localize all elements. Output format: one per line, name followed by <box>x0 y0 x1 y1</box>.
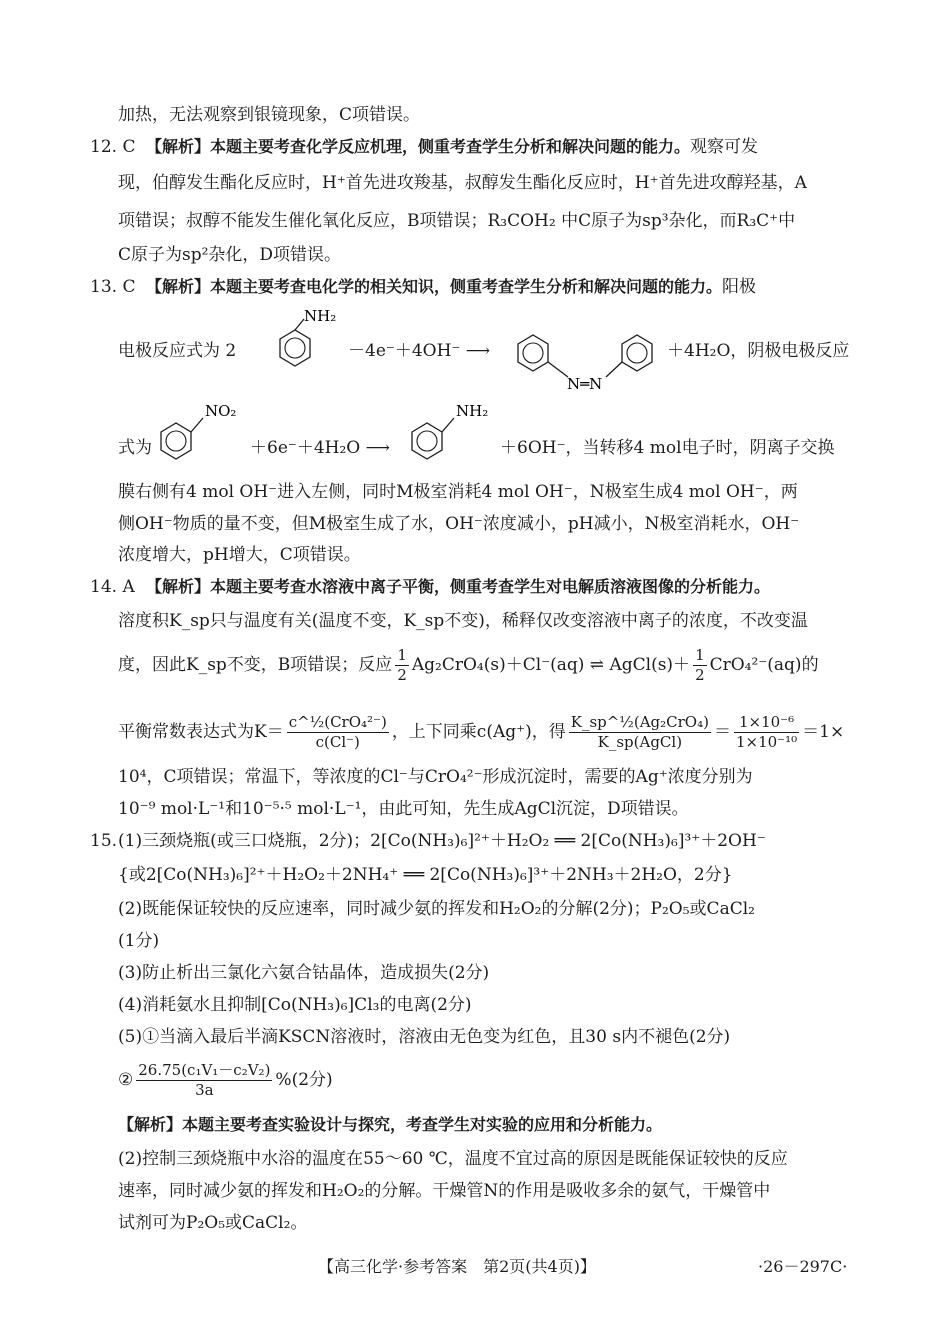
nitrobenzene-no2-label: NO₂ <box>205 402 237 420</box>
q12-line3-a: 项错误；叔醇不能发生催化氧化反应，B项错误；R₃COH₂ <box>118 211 556 231</box>
q14-line2 <box>118 645 819 685</box>
aniline-structure-2 <box>406 398 498 470</box>
azo-label: N═N <box>567 375 603 393</box>
half-num-2: 1 <box>695 646 705 664</box>
q15-answer-3: (3)防止析出三氯化六氨合钴晶体，造成损失(2分) <box>118 963 490 983</box>
q12-line1 <box>146 136 758 158</box>
q13-eq2-suffix: ＋6OH⁻，当转移4 mol电子时，阴离子交换 <box>500 438 835 458</box>
k-expression <box>287 713 389 752</box>
q12-line3-b: 中C原子为sp³杂化，而R₃C⁺中 <box>561 211 796 231</box>
q14-line3-c: ＝ <box>713 722 731 742</box>
q12-line4: C原子为sp²杂化，D项错误。 <box>118 245 342 265</box>
q13-line6: 浓度增大，pH增大，C项错误。 <box>118 545 361 565</box>
q12-line2: 现，伯醇发生酯化反应时，H⁺首先进攻羧基，叔醇发生酯化反应时，H⁺首先进攻醇羟基，A <box>118 173 807 193</box>
q15-explain-3: 试剂可为P₂O₅或CaCl₂。 <box>118 1213 308 1233</box>
q15-analysis-tag <box>118 1114 662 1136</box>
half-fraction-2 <box>693 646 707 685</box>
purity-fraction <box>136 1061 272 1100</box>
q15-a5b-prefix: ② <box>118 1070 134 1090</box>
k-value <box>734 713 799 752</box>
q12-line1-tail: 观察可发 <box>690 137 759 157</box>
q13-eq1-suffix: ＋4H₂O，阴极电极反应 <box>667 341 850 361</box>
k-ratio-denominator: K_sp(AgCl) <box>597 733 683 751</box>
q13-eq2-prefix: 式为 <box>118 438 152 458</box>
q12-number: 12. C <box>90 137 136 157</box>
q14-line1: 溶度积K_sp只与温度有关(温度不变，K_sp不变)，稀释仅改变溶液中离子的浓度，不改变温 <box>118 611 808 631</box>
q13-eq2-mid: ＋6e⁻＋4H₂O ⟶ <box>250 438 391 458</box>
q13-number: 13. C <box>90 277 136 297</box>
q14-line2-b: Ag₂CrO₄(s)＋Cl⁻(aq) ⇌ AgCl(s)＋ <box>411 655 691 675</box>
q14-line3-a: 平衡常数表达式为K＝ <box>118 722 284 742</box>
half-fraction-1 <box>395 646 409 685</box>
q14-analysis-tag-text: 【解析】本题主要考查水溶液中离子平衡，侧重考查学生对电解质溶液图像的分析能力。 <box>146 577 771 596</box>
q14-analysis-tag <box>146 576 770 598</box>
nitrobenzene-structure <box>155 398 247 470</box>
page-footer-title: 【高三化学·参考答案 第2页(共4页)】 <box>318 1257 596 1276</box>
purity-numerator: 26.75(c₁V₁－c₂V₂) <box>138 1061 271 1079</box>
page-footer-code: ·26－297C· <box>758 1257 848 1276</box>
q13-analysis-tag: 【解析】本题主要考查电化学的相关知识，侧重考查学生分析和解决问题的能力。 <box>146 277 723 296</box>
q15-answer-1: (1)三颈烧瓶(或三口烧瓶，2分)；2[Co(NH₃)₆]²⁺＋H₂O₂ ══ 2[Co(NH₃)₆]³⁺＋2OH⁻ <box>118 831 766 851</box>
q15-answer-5: (5)①当滴入最后半滴KSCN溶液时，溶液由无色变为红色，且30 s内不褪色(2分) <box>118 1027 731 1047</box>
q15-number: 15. <box>90 831 118 851</box>
q12-analysis-tag: 【解析】本题主要考查化学反应机理，侧重考查学生分析和解决问题的能力。 <box>146 137 691 156</box>
q15-explain-1: (2)控制三颈烧瓶中水浴的温度在55～60 ℃，温度不宜过高的原因是既能保证较快的反应 <box>118 1149 788 1169</box>
aniline-structure-1 <box>252 305 342 377</box>
half-den-1: 2 <box>397 666 407 684</box>
q15-answer-2b: (1分) <box>118 931 160 951</box>
q11-tail: 加热，无法观察到银镜现象，C项错误。 <box>118 105 421 125</box>
q15-answer-4: (4)消耗氨水且抑制[Co(NH₃)₆]Cl₃的电离(2分) <box>118 995 472 1015</box>
q15-answer-5b <box>118 1060 333 1100</box>
q14-line2-a: 度，因此K_sp不变，B项错误；反应 <box>118 655 393 675</box>
half-num-1: 1 <box>397 646 407 664</box>
q14-line3-d: ＝1× <box>802 722 845 742</box>
q15-explain-2: 速率，同时减少氨的挥发和H₂O₂的分解。干燥管N的作用是吸收多余的氨气，干燥管中 <box>118 1181 771 1201</box>
k-value-denominator: 1×10⁻¹⁰ <box>735 733 798 751</box>
q13-line1-tail: 阳极 <box>722 277 757 297</box>
q14-line3-b: ，上下同乘c(Ag⁺)，得 <box>391 722 566 742</box>
half-den-2: 2 <box>695 666 705 684</box>
q15-a5b-suffix: %(2分) <box>275 1070 333 1090</box>
k-denominator: c(Cl⁻) <box>315 733 360 751</box>
q15-analysis-tag-text: 【解析】本题主要考查实验设计与探究，考查学生对实验的应用和分析能力。 <box>118 1115 663 1134</box>
q13-eq1-prefix: 电极反应式为 2 <box>118 341 237 361</box>
aniline-nh2-label-1: NH₂ <box>304 307 337 325</box>
k-ratio <box>569 713 711 752</box>
q13-line5: 侧OH⁻物质的量不变，但M极室生成了水，OH⁻浓度减小，pH减小，N极室消耗水，OH⁻ <box>118 514 800 534</box>
k-value-numerator: 1×10⁻⁶ <box>734 713 799 733</box>
azobenzene-structure <box>512 325 667 395</box>
q13-line1 <box>146 276 756 298</box>
q15-answer-2: (2)既能保证较快的反应速率，同时减少氨的挥发和H₂O₂的分解(2分)；P₂O₅或CaCl₂ <box>118 899 755 919</box>
q14-line3 <box>118 712 844 752</box>
q13-eq1-mid: －4e⁻＋4OH⁻ ⟶ <box>348 341 491 361</box>
purity-denominator: 3a <box>195 1081 214 1099</box>
q14-line4: 10⁴，C项错误；常温下，等浓度的Cl⁻与CrO₄²⁻形成沉淀时，需要的Ag⁺浓度分别为 <box>118 767 753 787</box>
q14-line2-c: CrO₄²⁻(aq)的 <box>709 655 819 675</box>
q14-number: 14. A <box>90 577 135 597</box>
q15-answer-1b: {或2[Co(NH₃)₆]²⁺＋H₂O₂＋2NH₄⁺ ══ 2[Co(NH₃)₆]³⁺＋2NH₃＋2H₂O，2分} <box>118 865 733 885</box>
aniline-nh2-label-2: NH₂ <box>456 402 489 420</box>
q13-line4: 膜右侧有4 mol OH⁻进入左侧，同时M极室消耗4 mol OH⁻，N极室生成4 mol OH⁻，两 <box>118 482 798 502</box>
q12-line3 <box>118 210 795 232</box>
k-ratio-numerator: K_sp^½(Ag₂CrO₄) <box>570 713 709 731</box>
k-numerator: c^½(CrO₄²⁻) <box>288 713 387 731</box>
q14-line5: 10⁻⁹ mol·L⁻¹和10⁻⁵·⁵ mol·L⁻¹，由此可知，先生成AgCl沉淀，D项错误。 <box>118 799 689 819</box>
